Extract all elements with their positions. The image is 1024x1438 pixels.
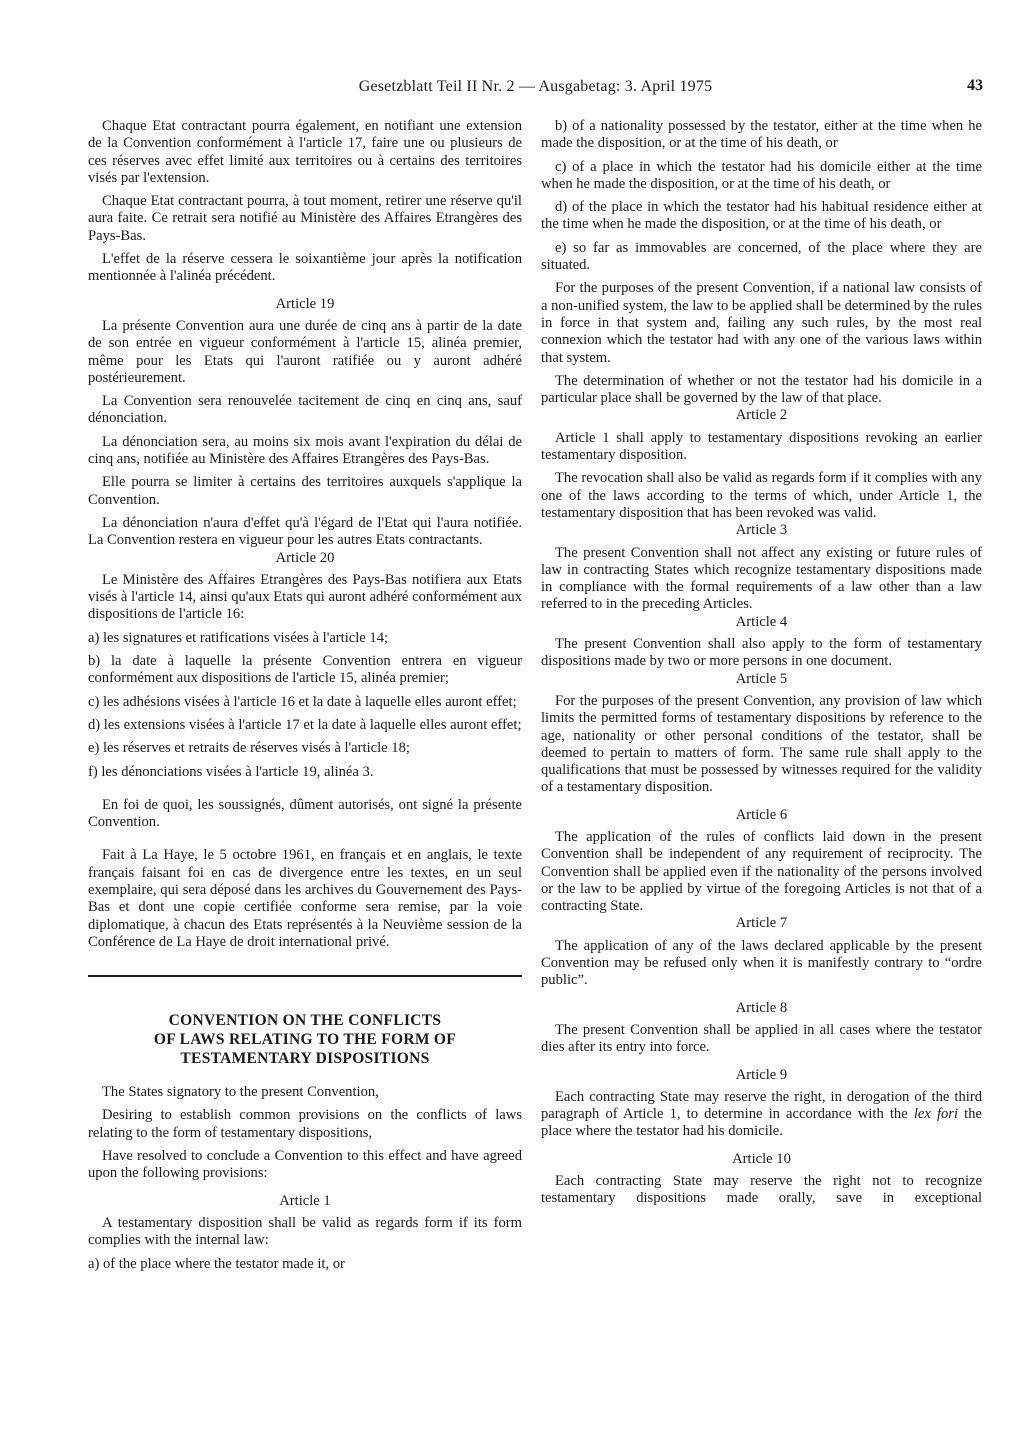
paragraph: The revocation shall also be valid as regards form if it complies with any one of the laws according to the terms of which, under Article 1, the testamentary disposition that has been revoked was valid.	[541, 470, 982, 521]
running-header	[88, 78, 983, 102]
list-item: b) of a nationality possessed by the testator, either at the time when he made the disposition, or at the time of his death, or	[541, 118, 982, 152]
paragraph: La présente Convention aura une durée de cinq ans à partir de la date de son entrée en vigueur conformément à l'article 15, alinéa premier, même pour les Etats qui l'auront ratifiée ou y auront adhéré postérieurement.	[88, 317, 522, 386]
page-number: 43	[967, 77, 983, 94]
article-heading: Article 6	[735, 806, 788, 823]
italic-term: lex fori	[913, 1106, 959, 1123]
list-item: a) of the place where the testator made it, or	[88, 1255, 345, 1272]
section-divider	[88, 975, 522, 977]
article-heading: Article 20	[275, 549, 335, 566]
paragraph: A testamentary disposition shall be valid as regards form if its form complies with the internal law:	[88, 1214, 522, 1249]
paragraph: The States signatory to the present Convention,	[102, 1084, 379, 1101]
paragraph: La Convention sera renouvelée tacitement de cinq en cinq ans, sauf dénonciation.	[88, 393, 522, 427]
paragraph	[541, 1089, 982, 1141]
article-heading: Article 5	[735, 670, 788, 687]
article-heading: Article 9	[735, 1066, 788, 1083]
paragraph: Elle pourra se limiter à certains des territoires auxquels s'applique la Convention.	[88, 474, 522, 508]
article-heading: Article 10	[732, 1150, 791, 1167]
article-heading: Article 19	[275, 295, 335, 312]
paragraph: L'effet de la réserve cessera le soixantième jour après la notification mentionnée à l'alinéa précédent.	[88, 251, 522, 285]
right-column	[541, 118, 982, 1214]
paragraph: En foi de quoi, les soussignés, dûment autorisés, ont signé la présente Convention.	[88, 796, 522, 831]
paragraph: Chaque Etat contractant pourra également, en notifiant une extension de la Convention conformément à l'article 17, faire une ou plusieurs de ces réserves avec effet limité aux territoires ou à certains des territoires visés par l'extension.	[88, 118, 522, 186]
list-item: d) of the place in which the testator had his habitual residence either at the time when he made the disposition, or at the time of his death, or	[541, 199, 982, 233]
text-run: the place where the testator had his domicile.	[541, 1106, 982, 1140]
paragraph: Have resolved to conclude a Convention to this effect and have agreed upon the following provisions:	[88, 1148, 522, 1182]
article-heading: Article 3	[735, 522, 788, 539]
paragraph: For the purposes of the present Convention, if a national law consists of a non-unified system, the law to be applied shall be determined by the rules in force in that system and, failing any such rules, by the most real connexion which the testator had with any one of the various laws within that system.	[541, 280, 982, 366]
paragraph: Fait à La Haye, le 5 octobre 1961, en français et en anglais, le texte français faisant foi en cas de divergence entre les textes, en un seul exemplaire, qui sera déposé dans les archives du Gouvernement des Pays-Bas et dont une copie certifiée conforme sera remise, par la voie diplomatique, à chacun des Etats représentés à la Neuvième session de la Conférence de La Haye de droit international privé.	[88, 847, 522, 950]
list-item: c) les adhésions visées à l'article 16 et la date à laquelle elles auront effet;	[88, 693, 517, 710]
list-item: c) of a place in which the testator had his domicile either at the time when he made the disposition, or at the time of his death, or	[541, 158, 982, 192]
article-heading: Article 8	[735, 999, 788, 1016]
paragraph: The present Convention shall not affect any existing or future rules of law in contracting States which recognize testamentary dispositions made in compliance with the formal requirements of a law other than a law referred to in the preceding Articles.	[541, 544, 982, 613]
article-heading: Article 2	[735, 407, 788, 424]
list-item: f) les dénonciations visées à l'article 19, alinéa 3.	[88, 763, 374, 780]
paragraph: Desiring to establish common provisions on the conflicts of laws relating to the form of testamentary dispositions,	[88, 1107, 522, 1141]
paragraph: The application of any of the laws declared applicable by the present Convention may be refused only when it is manifestly contrary to “ordre public”.	[541, 937, 982, 989]
article-heading: Article 4	[735, 613, 788, 630]
text-run: Each contracting State may reserve the right, in derogation of the third paragraph of Article 1, to determine in accordance with the	[541, 1088, 982, 1123]
title-line: TESTAMENTARY DISPOSITIONS	[180, 1050, 430, 1068]
paragraph: The present Convention shall be applied in all cases where the testator dies after its entry into force.	[541, 1021, 982, 1056]
article-heading: Article 1	[279, 1192, 331, 1209]
article-heading: Article 7	[735, 915, 788, 932]
list-item: b) la date à laquelle la présente Convention entrera en vigueur conformément aux dispositions de l'article 15, alinéa premier;	[88, 653, 522, 687]
paragraph: The application of the rules of conflicts laid down in the present Convention shall be independent of any requirement of reciprocity. The Convention shall be applied even if the nationality of the persons involved or the law to be applied by virtue of the foregoing Articles is not that of a contracting State.	[541, 828, 982, 915]
paragraph: The determination of whether or not the testator had his domicile in a particular place shall be governed by the law of that place.	[541, 372, 982, 407]
paragraph: For the purposes of the present Convention, any provision of law which limits the permitted forms of testamentary dispositions by reference to the age, nationality or other personal conditions of the testator, shall be deemed to pertain to matters of form. The same rule shall apply to the qualifications that must be possessed by witnesses required for the validity of a testamentary disposition.	[541, 692, 982, 796]
title-line: CONVENTION ON THE CONFLICTS	[168, 1012, 442, 1030]
paragraph: La dénonciation n'aura d'effet qu'à l'égard de l'Etat qui l'aura notifiée. La Convention restera en vigueur pour les autres Etats contractants.	[88, 514, 522, 549]
list-item: e) so far as immovables are concerned, of the place where they are situated.	[541, 239, 982, 274]
list-item: a) les signatures et ratifications visées à l'article 14;	[88, 629, 389, 646]
left-column	[88, 118, 522, 1279]
paragraph: La dénonciation sera, au moins six mois avant l'expiration du délai de cinq ans, notifiée au Ministère des Affaires Etrangères des Pays-Bas.	[88, 433, 522, 468]
title-line: OF LAWS RELATING TO THE FORM OF	[153, 1031, 457, 1049]
paragraph: Chaque Etat contractant pourra, à tout moment, retirer une réserve qu'il aura faite. Ce retrait sera notifié au Ministère des Affaires Etrangères des Pays-Bas.	[88, 193, 522, 244]
paragraph: Each contracting State may reserve the right not to recognize testamentary dispositions made orally, save in exceptional	[541, 1173, 982, 1207]
convention-title	[88, 1011, 522, 1068]
paragraph: Article 1 shall apply to testamentary dispositions revoking an earlier testamentary disposition.	[541, 429, 982, 464]
header-title: Gesetzblatt Teil II Nr. 2 — Ausgabetag: 3. April 1975	[358, 78, 713, 95]
paragraph: Le Ministère des Affaires Etrangères des Pays-Bas notifiera aux Etats visés à l'article 14, ainsi qu'aux Etats qui auront adhéré conformément aux dispositions de l'article 16:	[88, 571, 522, 623]
paragraph: The present Convention shall also apply to the form of testamentary dispositions made by two or more persons in one document.	[541, 636, 982, 670]
list-item: d) les extensions visées à l'article 17 et la date à laquelle elles auront effet;	[88, 716, 522, 733]
list-item: e) les réserves et retraits de réserves visés à l'article 18;	[88, 740, 410, 757]
